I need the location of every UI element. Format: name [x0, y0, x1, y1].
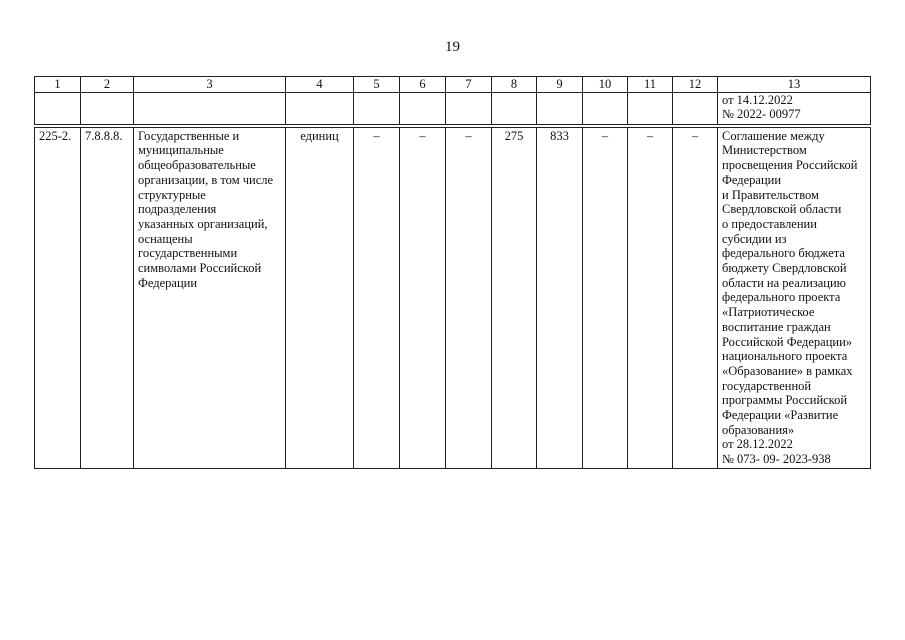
agreement-line: федерального проекта [722, 290, 841, 305]
continuation-row [35, 92, 871, 124]
column-header-5: 5 [354, 77, 400, 93]
continuation-line: от 14.12.2022 [722, 92, 793, 107]
description-line: указанных организаций, [138, 216, 268, 231]
column-header-7: 7 [446, 77, 492, 93]
row-value-12-cell: – [673, 127, 718, 468]
column-header-11: 11 [628, 77, 673, 93]
description-line: государственными [138, 246, 238, 261]
row-code-cell: 7.8.8.8. [81, 127, 134, 468]
column-header-6: 6 [400, 77, 446, 93]
agreement-line: национального проекта [722, 349, 848, 364]
row-value-10-cell: – [583, 127, 628, 468]
agreement-line: бюджету Свердловской [722, 261, 847, 276]
agreement-line: о предоставлении [722, 216, 817, 231]
agreement-line: федерального бюджета [722, 246, 845, 261]
row-value-6-cell: – [400, 127, 446, 468]
column-header-2: 2 [81, 77, 134, 93]
agreement-line: субсидии из [722, 231, 787, 246]
header-row [35, 77, 871, 93]
description-line: Федерации [138, 275, 198, 290]
row-number-cell: 225-2. [35, 127, 81, 468]
agreement-line: Федерации «Развитие [722, 408, 839, 423]
column-header-3: 3 [134, 77, 286, 93]
agreement-line: Российской Федерации» [722, 334, 853, 349]
column-header-9: 9 [537, 77, 583, 93]
row-unit-cell: единиц [286, 127, 354, 468]
row-value-7-cell: – [446, 127, 492, 468]
agreement-line: государственной [722, 378, 812, 393]
agreement-line: Министерством [722, 143, 807, 158]
description-line: муниципальные [138, 143, 224, 158]
agreement-line: воспитание граждан [722, 319, 831, 334]
description-line: общеобразовательные [138, 158, 256, 173]
column-header-13: 13 [718, 77, 871, 93]
agreement-line: № 073- 09- 2023-938 [722, 452, 831, 467]
description-line: подразделения [138, 202, 217, 217]
column-header-1: 1 [35, 77, 81, 93]
description-line: оснащены [138, 231, 193, 246]
continuation-line: № 2022- 00977 [722, 107, 801, 122]
column-header-8: 8 [492, 77, 537, 93]
table-row [35, 127, 871, 468]
column-header-10: 10 [583, 77, 628, 93]
agreement-line: Федерации [722, 172, 782, 187]
agreement-line: Соглашение между [722, 128, 825, 143]
agreement-line: программы Российской [722, 393, 848, 408]
row-value-8-cell: 275 [492, 127, 537, 468]
agreement-line: Свердловской области [722, 202, 842, 217]
description-line: организации, в том числе [138, 172, 274, 187]
row-value-11-cell: – [628, 127, 673, 468]
row-description-cell [134, 127, 286, 468]
agreement-line: образования» [722, 422, 795, 437]
page-number: 19 [445, 39, 460, 55]
row-value-9-cell: 833 [537, 127, 583, 468]
description-line: символами Российской [138, 261, 262, 276]
row-value-5-cell: – [354, 127, 400, 468]
agreement-line: просвещения Российской [722, 158, 858, 173]
row-agreement-cell [718, 127, 871, 468]
agreement-line: от 28.12.2022 [722, 437, 793, 452]
description-line: структурные [138, 187, 206, 202]
agreement-line: «Патриотическое [722, 305, 815, 320]
continuation-agreement-cell [718, 92, 871, 124]
data-table [34, 76, 871, 469]
column-header-4: 4 [286, 77, 354, 93]
agreement-line: «Образование» в рамках [722, 363, 853, 378]
column-header-12: 12 [673, 77, 718, 93]
description-line: Государственные и [138, 128, 240, 143]
agreement-line: и Правительством [722, 187, 819, 202]
agreement-line: области на реализацию [722, 275, 847, 290]
